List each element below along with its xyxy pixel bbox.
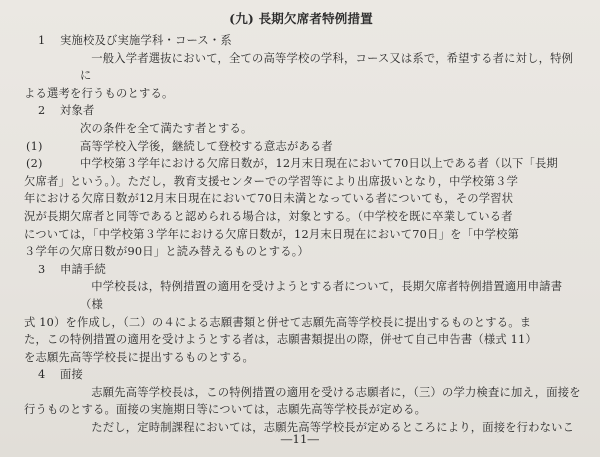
body-line: 志願先高等学校長は，この特例措置の適用を受ける志願者に，（三）の学力検査に加え，面接を [91, 385, 581, 399]
body-line: 行うものとする。面接の実施期日等については，志願先高等学校長が定める。 [24, 403, 427, 417]
item-line: ３学年の欠席日数が90日」と読み替えるものとする。） [24, 245, 310, 259]
section-3-body [24, 278, 582, 366]
item-line: 高等学校入学後，継続して登校する意志がある者 [80, 139, 333, 153]
section-1-heading [38, 32, 582, 50]
item-line: 年における欠席日数が12月末日現在において70日未満となっている者についても，その学習状 [24, 192, 514, 206]
body-line: を志願先高等学校長に提出するものとする。 [24, 350, 254, 364]
section-2-intro: 次の条件を全て満たす者とする。 [80, 121, 253, 135]
item-line: については，「中学校第３学年における欠席日数が，12月末日現在において70日」を「中学校第 [24, 227, 520, 241]
list-item [26, 138, 582, 156]
body-line: 一般入学者選抜において，全ての高等学校の学科，コース又は系で，希望する者に対し，特例に [80, 51, 574, 83]
section-2-body [24, 120, 582, 261]
item-line: 欠席者」という。）。ただし，教育支援センターでの学習等により出席扱いとなり，中学校第３学 [24, 174, 519, 188]
section-title: 面接 [60, 368, 83, 382]
item-number: (2) [26, 157, 43, 171]
body-line: 中学校長は，特例措置の適用を受けようとする者について，長期欠席者特例措置適用申請書（様 [80, 280, 563, 311]
item-line: 中学校第３学年における欠席日数が，12月末日現在において70日以上である者（以下「長期 [80, 157, 558, 171]
section-1-body [24, 50, 582, 103]
section-4-heading [38, 366, 582, 384]
section-number: 3 [38, 262, 46, 276]
item-line: 況が長期欠席者と同等であると認められる場合は，対象とする。（中学校を既に卒業している者 [24, 209, 513, 223]
body-line: た，この特例措置の適用を受けようとする者は，志願書類提出の際，併せて自己申告書（様式 11） [24, 333, 537, 347]
section-3-heading [38, 261, 582, 279]
list-item [24, 155, 582, 261]
body-line: 式 10）を作成し，（二）の４による志願書類と併せて志願先高等学校長に提出するものとする。ま [24, 315, 532, 329]
section-title: 実施校及び実施学科・コース・系 [60, 34, 232, 47]
page-title: (九) 長期欠席者特例措置 [229, 11, 373, 26]
section-number: 2 [38, 104, 46, 118]
item-number: (1) [26, 139, 43, 153]
section-4-body [24, 384, 582, 437]
body-line: よる選考を行うものとする。 [24, 86, 174, 100]
page-number: ―11― [280, 432, 320, 447]
body-line: ただし，定時制課程においては，志願先高等学校長が定めるところにより，面接を行わないこ [91, 421, 575, 435]
section-title: 対象者 [60, 104, 95, 118]
section-number: 1 [38, 34, 46, 47]
section-title: 申請手続 [60, 262, 106, 276]
section-2-heading [38, 102, 582, 120]
section-number: 4 [38, 368, 46, 382]
